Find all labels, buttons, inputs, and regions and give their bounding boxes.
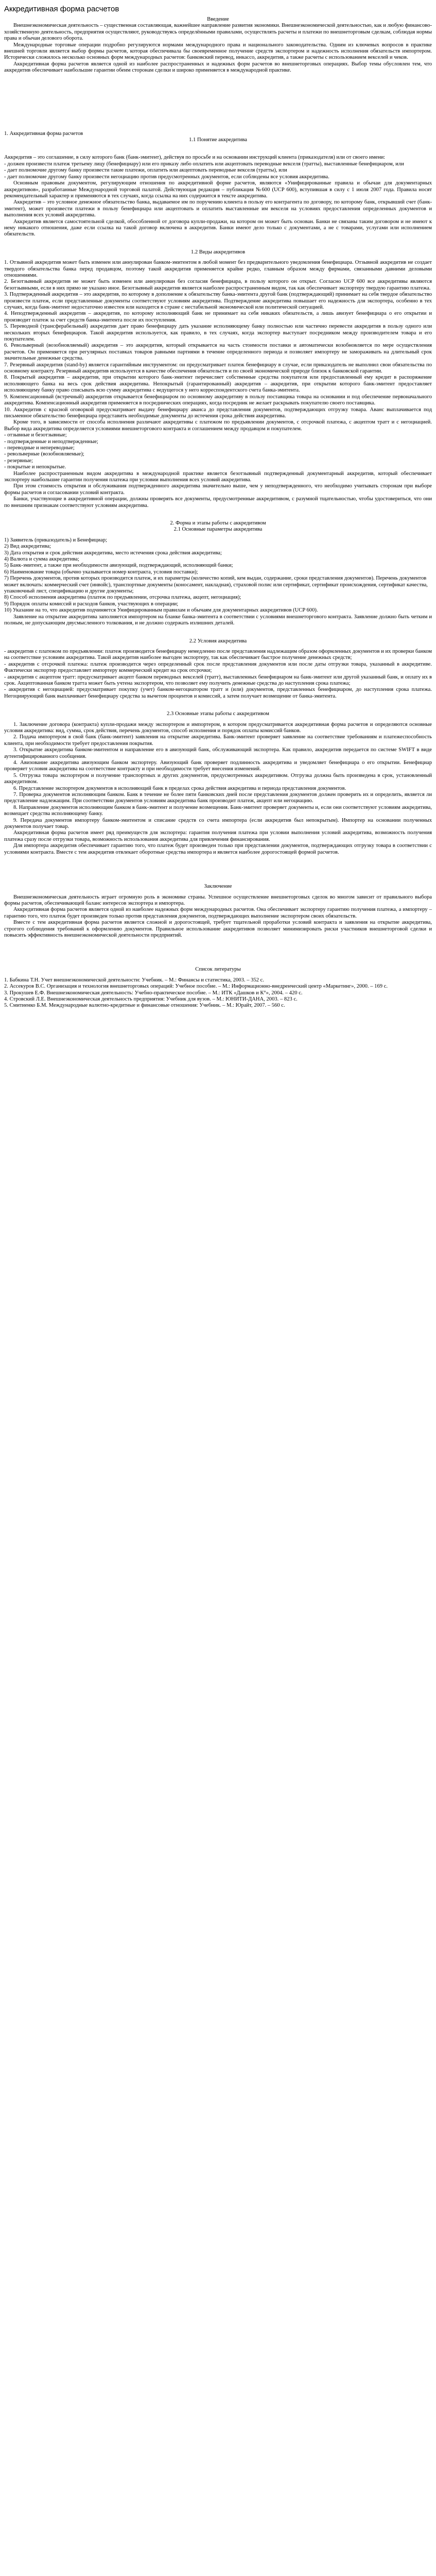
section-paragraph: Наиболее распространенным видом аккредитива в международной практике является безотзывный подтвержденный документарный аккредитив, который обеспечивает экспортеру наибольшие гарантии получения платежа при условии выполнения всех условий аккредитива. bbox=[4, 470, 432, 483]
list-item: 8) Способ исполнения аккредитива (платеж по предъявлении, отсрочка платежа, акцепт, негоциация); bbox=[4, 595, 241, 601]
section-paragraph: - аккредитив с платежом по предъявлении: платеж производится бенефициару немедленно после представления надлежащим образом оформленных документов и их проверки банком на соответствие условиям аккредитива. Такой аккредитив наиболее выгоден экспортеру, так как обеспечивает быстрое получение денежных средств; bbox=[4, 648, 432, 661]
section-paragraph: 6. Представление экспортером документов в исполняющий банк в пределах срока действия аккредитива и периода представления документов. bbox=[13, 785, 346, 791]
spacer bbox=[4, 238, 432, 249]
intro-heading: Введение bbox=[207, 16, 229, 22]
list-item: 3) Дата открытия и срок действия аккредитива, место истечения срока действия аккредитива; bbox=[4, 550, 222, 556]
section-paragraph: Основным правовым документом, регулирующим отношения по аккредитивной форме расчетов, являются «Унифицированные правила и обычаи для документарных аккредитивов», разработанные Международной торговой палатой. Действующая редакция – публикация №600 (UCP 600), вступившая в силу с 1 июля 2007 года. Правила носят рекомендательный характер и применяются в тех случаях, когда ссылка на них содержится в тексте аккредитива. bbox=[4, 180, 432, 199]
section-paragraph: 1. Заключение договора (контракта) купли-продажи между экспортером и импортером, в котором предусматривается аккредитивная форма расчетов и определяются основные условия аккредитива: вид, сумма, срок действия, перечень документов, способ исполнения и порядок оплаты комиссий банков. bbox=[4, 721, 432, 734]
page-title: Аккредитивная форма расчетов bbox=[4, 5, 119, 13]
section-paragraph: Кроме того, в зависимости от способа исполнения различают аккредитивы с платежом по предъявлении документов, с отсрочкой платежа, с акцептом тратт и с негоциацией. Выбор вида аккредитива определяется условиями внешнеторгового контракта и соглашением между продавцом и покупателем. bbox=[4, 419, 432, 432]
spacer bbox=[4, 645, 432, 649]
spacer bbox=[4, 627, 432, 638]
section-paragraph: 2. Безотзывный аккредитив не может быть изменен или аннулирован без согласия бенефициара, в пользу которого он открыт. Согласно UCP 600 все аккредитивы являются безотзывными, если в них прямо не указано иное. Безотзывный аккредитив является наиболее распространенным видом, так как обеспечивает экспортеру твердую гарантию платежа. bbox=[4, 279, 432, 291]
section-paragraph: 6. Револьверный (возобновляемый) аккредитив – это аккредитив, который открывается на часть стоимости поставки и автоматически возобновляется по мере осуществления расчетов. Он применяется при регулярных поставках товаров равными партиями в течение определенного периода и позволяет импортеру не замораживать на длительный срок значительные денежные средства. bbox=[4, 343, 432, 362]
list-item: 9) Порядок оплаты комиссий и расходов банков, участвующих в операции; bbox=[4, 601, 179, 607]
section-paragraph: Заявление на открытие аккредитива заполняется импортером на бланке банка-эмитента в соответствии с условиями внешнеторгового контракта. Заявление должно быть четким и полным, не допускающим двусмысленного толкования, и не должно содержать излишних деталей. bbox=[4, 614, 432, 626]
spacer bbox=[4, 718, 432, 722]
list-item: - переводные и непереводные; bbox=[4, 445, 75, 451]
section-paragraph: Аккредитив – это условное денежное обязательство банка, выдаваемое им по поручению клиента в пользу его контрагента по договору, по которому банк, открывший счет (банк-эмитент), может произвести платежи в пользу бенефициара или акцептовать и оплатить выставленные им векселя на условиях предоставления определенных документов и выполнения всех условий аккредитива. bbox=[4, 199, 432, 218]
section-paragraph: 7. Резервный аккредитив (stand-by) является гарантийным инструментом: он предусматривает платеж бенефициару в случае, если приказодатель не выполнил свои обязательства по основному контракту. Резервный аккредитив используется в качестве обеспечения обязательств и по своей экономической природе близок к банковской гарантии. bbox=[4, 362, 432, 375]
subsection-heading: 1.2 Виды аккредитивов bbox=[190, 249, 246, 255]
list-item: 6) Наименование товара (обычно указывается номер контракта, условия поставки); bbox=[4, 569, 198, 575]
spacer bbox=[4, 256, 432, 260]
intro-paragraph: Аккредитивная форма расчетов является одной из наиболее распространенных и надежных форм расчетов во внешнеторговых операциях. Выбор темы обусловлен тем, что аккредитив обеспечивает наибольшие гарантии обеим сторонам сделки и широко применяется в международной практике. bbox=[4, 61, 432, 74]
list-item: - револьверные (возобновляемые); bbox=[4, 451, 84, 457]
spacer bbox=[4, 700, 432, 711]
section-paragraph: - дает полномочие другому банку произвести негоциацию против предусмотренных документов, если соблюдены все условия аккредитива. bbox=[4, 174, 329, 180]
section-paragraph: 4. Авизование аккредитива авизующим банком экспортеру. Авизующий банк проверяет подлинность аккредитива и уведомляет бенефициара о его открытии. Бенефициар проверяет условия аккредитива на соответствие контракту и при необходимости требует внесения изменений. bbox=[4, 760, 432, 772]
list-item: 5) Банк-эмитент, а также при необходимости авизующий, подтверждающий, исполняющий банки; bbox=[4, 563, 233, 569]
spacer bbox=[4, 890, 432, 894]
bibliography-item: 3. Прокушев Е.Ф. Внешнеэкономическая деятельность: Учебно-практическое пособие. – М.: ИТК «Дашков и К°», 2004. – 420 с. bbox=[4, 990, 303, 996]
section-paragraph: Для импортера аккредитив обеспечивает гарантию того, что платеж будет произведен только при представлении документов, подтверждающих отгрузку товара в соответствии с условиями контракта. Вместе с тем аккредитив отвлекает оборотные средства импортера и является наиболее дорогостоящей формой расчетов. bbox=[4, 843, 432, 855]
spacer bbox=[4, 143, 432, 155]
section-paragraph: 5. Переводной (трансферабельный) аккредитив дает право бенефициару дать указание исполняющему банку полностью или частично перевести аккредитив в пользу одного или нескольких вторых бенефициаров. Такой аккредитив используется, как правило, в тех случаях, когда экспортер выступает посредником между производителем товара и его покупателем. bbox=[4, 324, 432, 343]
section-paragraph: 9. Компенсационный (встречный) аккредитив открывается бенефициаром по основному аккредитиву в пользу поставщика товара на основании и под обеспечение первоначального аккредитива. Компенсационный аккредитив применяется в посреднических операциях, когда посредник не желает раскрывать покупателю своего поставщика. bbox=[4, 394, 432, 406]
subsection-heading: 2.2 Условия аккредитива bbox=[189, 638, 247, 644]
section-paragraph: 8. Покрытый аккредитив – аккредитив, при открытии которого банк-эмитент перечисляет собственные средства покупателя или предоставленный ему кредит в распоряжение исполняющего банка на весь срок действия аккредитива. Непокрытый (гарантированный) аккредитив – аккредитив, при открытии которого банк-эмитент предоставляет исполняющему банку право списывать всю сумму аккредитива с ведущегося у него корреспондентского счета банка-эмитента. bbox=[4, 375, 432, 394]
section-paragraph: Банки, участвующие в аккредитивной операции, должны проверять все документы, предусмотренные аккредитивом, с разумной тщательностью, чтобы удостовериться, что они по внешним признакам соответствуют условиям аккредитива. bbox=[4, 496, 432, 509]
list-item: 1) Заявитель (приказодатель) и Бенефициар; bbox=[4, 537, 107, 543]
bibliography-item: 4. Стровский Л.Е. Внешнеэкономическая деятельность предприятия: Учебник для вузов. – М.: ЮНИТИ-ДАНА, 2003. – 823 с. bbox=[4, 996, 298, 1002]
section-paragraph: 3. Открытие аккредитива банком-эмитентом и направление его в авизующий банк, обслуживающий экспортера. Как правило, аккредитив передается по системе SWIFT в виде аутентифицированного сообщения. bbox=[4, 747, 432, 759]
subsection-heading: 1.1 Понятие аккредитива bbox=[189, 137, 247, 143]
spacer bbox=[4, 533, 432, 537]
conclusion-paragraph: Вместе с тем аккредитивная форма расчетов является сложной и дорогостоящей, требует тщательной проработки условий контракта и заявления на открытие аккредитива, строгого соблюдения требований к оформлению документов. Правильное использование аккредитивов позволяет минимизировать риски участников внешнеторговой сделки и повысить эффективность внешнеэкономической деятельности предприятий. bbox=[4, 920, 432, 938]
bibliography-heading: Список литературы bbox=[195, 967, 241, 973]
bibliography-item: 5. Смитиенко Б.М. Международные валютно-кредитные и финансовые отношения: Учебник. – М.: Юрайт, 2007. – 560 с. bbox=[4, 1003, 285, 1009]
list-item: - отзывные и безотзывные; bbox=[4, 432, 67, 438]
section-paragraph: 7. Проверка документов исполняющим банком. Банк в течение не более пяти банковских дней после представления документов должен проверить их и определить, является ли представление надлежащим. При соответствии документов условиям аккредитива банк производит платеж, акцепт или негоциацию. bbox=[4, 792, 432, 804]
conclusion-paragraph: Аккредитивная форма расчетов является одной из наиболее надежных форм международных расчетов. Она обеспечивает экспортеру гарантию получения платежа, а импортеру – гарантию того, что платеж будет произведен только против представления документов, подтверждающих выполнение экспортером своих обязательств. bbox=[4, 907, 432, 919]
bibliography-item: 2. Ассекуров В.С. Организация и технология внешнеторговых операций: Учебное пособие. – М.: Информационно-внедренческий центр «Маркетинг», 2000. – 169 с. bbox=[4, 984, 388, 990]
section-paragraph: 9. Передача документов импортеру банком-эмитентом и списание средств со счета импортера (если аккредитив был непокрытым). Импортер на основании полученных документов получает товар. bbox=[4, 817, 432, 830]
spacer bbox=[4, 509, 432, 520]
section-paragraph: 10. Аккредитив с красной оговоркой предусматривает выдачу бенефициару аванса до представления документов, подтверждающих отгрузку товара. Аванс выплачивается под письменное обязательство бенефициара представить необходимые документы до истечения срока действия аккредитива. bbox=[4, 406, 432, 419]
intro-paragraph: Международные торговые операции подробно регулируются нормами международного права и национального законодательства. Одним из ключевых вопросов в практике внешней торговли является выбор формы расчетов, которая обеспечивала бы своевременное получение средств экспортером и надежность исполнения обязательств импортером. Исторически сложилось несколько основных форм международных расчетов: банковский перевод, инкассо, аккредитив, а также расчеты с использованием векселей и чеков. bbox=[4, 42, 432, 61]
section-paragraph: При этом стоимость открытия и обслуживания подтвержденного аккредитива значительно выше, чем у неподтвержденного, что необходимо учитывать сторонам при выборе формы расчетов и согласовании условий контракта. bbox=[4, 483, 432, 496]
section-paragraph: - аккредитив с акцептом тратт: предусматривает акцепт банком переводных векселей (тратт), выставленных бенефициаром на банк-эмитент или другой указанный банк, и оплату их в срок. Акцептованная банком тратта может быть учтена экспортером, что позволяет ему получить денежные средства до наступления срока платежа; bbox=[4, 674, 432, 686]
spacer bbox=[4, 74, 432, 131]
document-body bbox=[4, 16, 432, 1009]
list-item: 7) Перечень документов, против которых производится платеж, и их параметры (количество копий, кем выдан, содержание, сроки представления документов). Перечень документов может включать: коммерческий счет (инвойс), транспортные документы (коносамент, накладная), страховой полис или сертификат, сертификат происхождения, сертификат качества, упаковочный лист, спецификацию и другие документы; bbox=[4, 575, 428, 595]
section-paragraph: - аккредитив с негоциацией: предусматривает покупку (учет) банком-негоциатором тратт и (или) документов, представленных бенефициаром, до наступления срока платежа. Негоциирующий банк выплачивает бенефициару средства за вычетом процентов и комиссий, а затем получает возмещение от банка-эмитента. bbox=[4, 687, 432, 699]
section-paragraph: 2. Подача импортером в свой банк (банк-эмитент) заявления на открытие аккредитива. Банк-эмитент проверяет заявление на соответствие требованиям и платежеспособность клиента, при необходимости требует предоставления покрытия. bbox=[4, 734, 432, 747]
bibliography-item: 1. Бабкина Т.Н. Учет внешнеэкономической деятельности: Учебник. – М.: Финансы и статистика, 2003. – 352 с. bbox=[4, 977, 265, 983]
conclusion-paragraph: Внешнеэкономическая деятельность играет огромную роль в экономике страны. Успешное осуществление внешнеторговых сделок во многом зависит от правильного выбора формы расчетов, обеспечивающей баланс интересов экспортера и импортера. bbox=[4, 894, 432, 906]
section-heading: 2. Форма и этапы работы с аккредитивом bbox=[170, 520, 266, 526]
section-paragraph: 5. Отгрузка товара экспортером и получение транспортных и других документов, предусмотренных аккредитивом. Отгрузка должна быть произведена в срок, установленный аккредитивом. bbox=[4, 772, 432, 785]
list-item: - резервные; bbox=[4, 457, 33, 464]
section-paragraph: 3. Подтвержденный аккредитив – это аккредитив, по которому в дополнение к обязательству банка-эмитента другой банк (подтверждающий) принимает на себя твердое обязательство произвести платеж, если представленные документы соответствуют условиям аккредитива. Подтверждение аккредитива повышает его надежность для экспортера, особенно в тех случаях, когда банк-эмитент недостаточно известен или находится в стране с нестабильной экономической или политической ситуацией. bbox=[4, 292, 432, 310]
spacer bbox=[4, 939, 432, 967]
intro-paragraph: Внешнеэкономическая деятельность – существенная составляющая, важнейшее направление развития экономики. Внешнеэкономической деятельностью, как и любую финансово-хозяйственную деятельность, предприятия осуществляют, руководствуясь определёнными правилами, осуществлять расчеты и платежи по внешнеторговым сделкам, соблюдая нормы права и обычаи делового оборота. bbox=[4, 23, 432, 42]
section-paragraph: Аккредитив является самостоятельной сделкой, обособленной от договора купли-продажи, на котором он может быть основан. Банки не связаны таким договором и не имеют к нему никакого отношения, даже если ссылка на такой договор включена в аккредитив. Банки имеют дело только с документами, а не с товарами, услугами или исполнением обязательств. bbox=[4, 218, 432, 238]
subsection-heading: 2.1 Основные параметры аккредитива bbox=[173, 527, 263, 533]
list-item: 10) Указание на то, что аккредитив подчиняется Унифицированным правилам и обычаям для документарных аккредитивов (UCP 600). bbox=[4, 607, 318, 614]
list-item: 4) Валюта и сумма аккредитива; bbox=[4, 556, 79, 563]
section-paragraph: - дает полномочие другому банку произвести такие платежи, оплатить или акцептовать переводные векселя (тратты), или bbox=[4, 167, 287, 174]
section-paragraph: - аккредитив с отсрочкой платежа: платеж производится через определенный срок после представления документов или после даты отгрузки товара, указанный в аккредитиве. Фактически экспортер предоставляет импортеру коммерческий кредит на срок отсрочки; bbox=[4, 661, 432, 674]
section-heading: 1. Аккредитивная форма расчетов bbox=[4, 130, 83, 137]
section-paragraph: Аккредитив – это соглашение, в силу которого банк (банк-эмитент), действуя по просьбе и на основании инструкций клиента (приказодателя) или от своего имени: bbox=[4, 155, 386, 161]
list-item: - покрытые и непокрытые. bbox=[4, 464, 66, 470]
spacer bbox=[4, 973, 432, 977]
conclusion-heading: Заключение bbox=[204, 884, 232, 890]
section-paragraph: 8. Направление документов исполняющим банком в банк-эмитент и получение возмещения. Банк-эмитент проверяет документы и, если они соответствуют условиям аккредитива, возмещает средства исполняющему банку. bbox=[4, 804, 432, 817]
spacer bbox=[4, 856, 432, 884]
list-item: 2) Вид аккредитива; bbox=[4, 544, 51, 550]
subsection-heading: 2.3 Основные этапы работы с аккредитивом bbox=[167, 711, 269, 717]
section-paragraph: - должен произвести платеж третьему лицу (бенефициару) или его приказу либо оплатить или акцептовать переводные векселя (тратты), выставленные бенефициаром, или bbox=[4, 161, 404, 167]
section-paragraph: 1. Отзывной аккредитив может быть изменен или аннулирован банком-эмитентом в любой момент без предварительного уведомления бенефициара. Отзывной аккредитив не создает твердого обязательства банка перед продавцом, поэтому такой аккредитив применяется крайне редко, главным образом между фирмами, связанными давними деловыми отношениями. bbox=[4, 260, 432, 278]
list-item: - подтвержденные и неподтвержденные; bbox=[4, 438, 98, 445]
section-paragraph: 4. Неподтвержденный аккредитив – аккредитив, по которому исполняющий банк не принимает на себя никаких обязательств, а лишь авизует бенефициара о его открытии и производит платеж за счет средств банка-эмитента после их поступления. bbox=[4, 311, 432, 323]
section-paragraph: Аккредитивная форма расчетов имеет ряд преимуществ для экспортера: гарантия получения платежа при условии выполнения условий аккредитива, возможность получения платежа сразу после отгрузки товара, возможность использования аккредитива для привлечения финансирования. bbox=[4, 830, 432, 842]
